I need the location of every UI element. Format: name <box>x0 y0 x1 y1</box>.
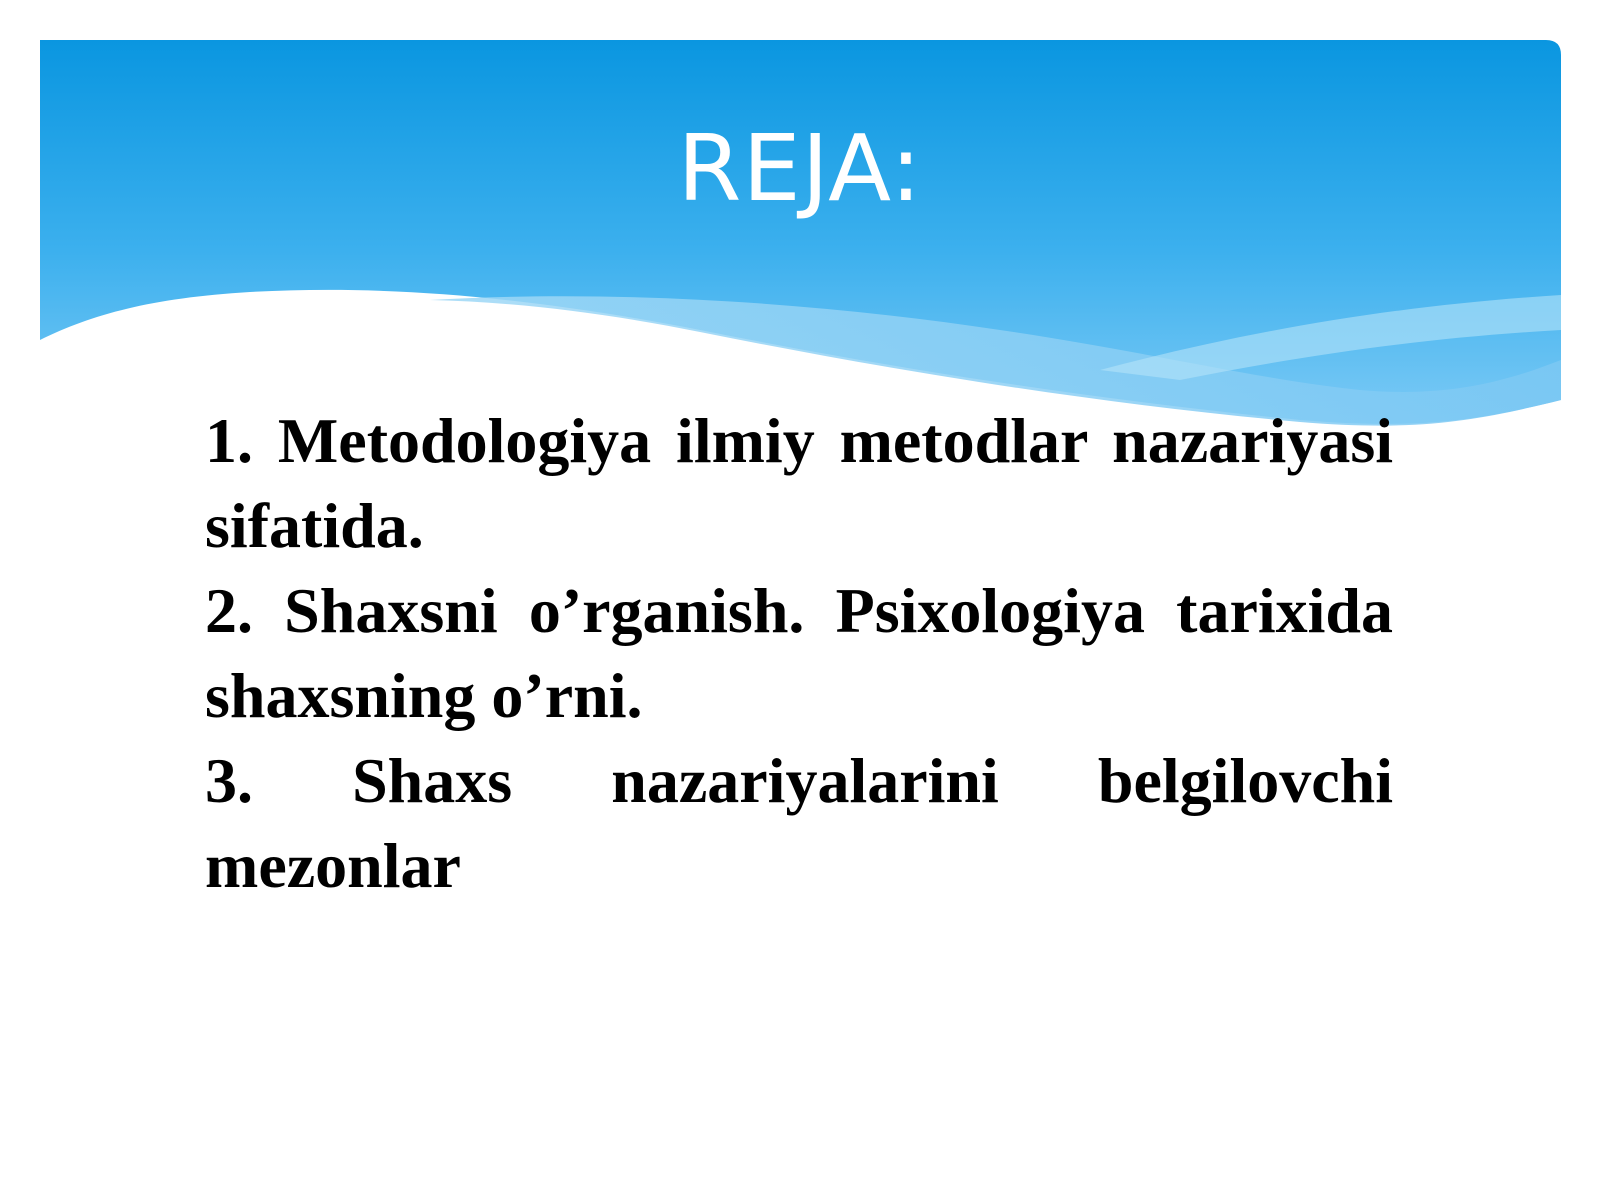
header-wave-background <box>0 0 1600 460</box>
slide-title: REJA: <box>677 115 923 222</box>
plan-list <box>205 398 1393 908</box>
plan-item-2: 2. Shaxsni o’rganish. Psixologiya tarixida shaxsning o’rni. <box>205 575 1393 731</box>
plan-item-1: 1. Metodologiya ilmiy metodlar nazariyasi sifatida. <box>205 405 1393 561</box>
plan-item-3: 3. Shaxs nazariyalarini belgilovchi mezonlar <box>205 745 1393 901</box>
